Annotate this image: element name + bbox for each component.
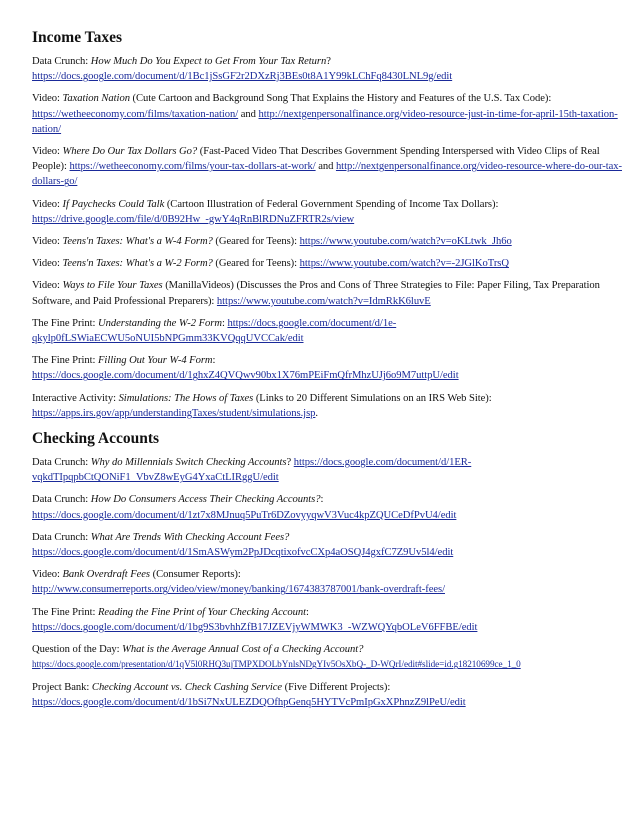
entry-title: How Do Consumers Access Their Checking Accounts? — [90, 494, 321, 506]
entry-w2-video — [32, 256, 624, 271]
entry-title: Teens'n Taxes: What's a W-4 Form? — [62, 236, 213, 248]
entry-prefix: Video: — [32, 569, 63, 581]
link-separator: and — [315, 161, 336, 173]
entry-prefix: Data Crunch: — [32, 494, 91, 506]
entry-title: Teens'n Taxes: What's a W-2 Form? — [62, 258, 213, 270]
entry-title: How Much Do You Expect to Get From Your Tax Return — [90, 56, 327, 67]
entry-prefix: Project Bank: — [32, 681, 92, 693]
entry-title: Filling Out Your W-4 Form — [98, 355, 213, 367]
entry-prefix: Video: — [32, 258, 63, 270]
entry-prefix: The Fine Print: — [32, 355, 98, 367]
entry-suffix: (Cute Cartoon and Background Song That Explains the History and Features of the U.S. Tax Code): — [129, 93, 552, 105]
entry-millennials-switch — [32, 455, 624, 485]
entry-link[interactable]: https://docs.google.com/document/d/1ER-vqkdTIpqpbCtQONiF1_VbvZ8wEyG4YxaCtLIRggU/edit — [32, 457, 472, 484]
entry-link[interactable]: https://docs.google.com/document/d/1bSi7NxULEZDQOfhpGenq5HYTVcPmIpGxXPhnzZ9lPeU/edit — [32, 696, 466, 708]
entry-tax-return-data-crunch — [32, 54, 624, 84]
entry-link[interactable]: https://docs.google.com/presentation/d/1qV5l0RHQ3ujTMPXDOLbYnlsNDgYIv5OsXbQ-_D-WQrI/edit#slide=id.g18210699ce_1_0 — [32, 659, 521, 670]
entry-w4-fine-print — [32, 353, 624, 383]
entry-prefix: Video: — [32, 236, 63, 248]
document-page — [32, 28, 624, 717]
entry-checking-fine-print — [32, 605, 624, 635]
entry-link[interactable]: https://drive.google.com/file/d/0B92Hw_-gwY4qRnBlRDNuZFRTR2s/view — [32, 213, 355, 225]
entry-link[interactable]: https://wetheeconomy.com/films/taxation-nation/ — [32, 108, 239, 120]
entry-prefix: The Fine Print: — [32, 317, 98, 329]
entry-suffix: ? — [326, 56, 331, 67]
entry-prefix: Question of the Day: — [32, 644, 123, 656]
entry-suffix: : — [212, 355, 216, 367]
entry-link[interactable]: https://www.youtube.com/watch?v=oKLtwk_Jh6o — [299, 236, 512, 248]
entry-suffix: (Fast-Paced Video That Describes Government Spending Interspersed with Video Clips of Real People): — [32, 146, 600, 173]
entry-consumers-access — [32, 492, 624, 522]
entry-suffix: : — [221, 317, 228, 329]
entry-link[interactable]: https://www.youtube.com/watch?v=IdmRkK6luvE — [216, 295, 431, 307]
entry-title: What Are Trends With Checking Account Fees? — [90, 531, 290, 543]
entry-tax-dollars-video — [32, 144, 624, 190]
entry-title: Checking Account vs. Check Cashing Service — [91, 681, 283, 693]
entry-prefix: Data Crunch: — [32, 56, 91, 67]
entry-link[interactable]: http://nextgenpersonalfinance.org/video-resource-just-in-time-for-april-15th-taxation-nation/ — [32, 108, 618, 135]
entry-suffix: (Five Different Projects): — [282, 681, 391, 693]
entry-link[interactable]: https://docs.google.com/document/d/1SmASWym2PpJDcqtixofvcCXp4aOSQJ4gxfC7Z9Uv5l4/edit — [32, 547, 454, 559]
entry-suffix: : — [320, 494, 324, 506]
entry-question-of-the-day — [32, 642, 624, 672]
entry-prefix: Video: — [32, 146, 63, 158]
entry-suffix: (Geared for Teens): — [212, 258, 300, 270]
entry-suffix: (ManillaVideos) (Discusses the Pros and Cons of Three Strategies to File: Paper Filing, Tax Preparation Software, and Paid Professional Preparers): — [32, 280, 600, 307]
entry-title: If Paychecks Could Talk — [62, 198, 165, 210]
entry-suffix: : — [306, 606, 309, 618]
entry-prefix: The Fine Print: — [32, 606, 98, 618]
link-trailing-punctuation: . — [315, 407, 318, 419]
entry-link[interactable]: https://docs.google.com/document/d/1Bc1jSsGF2r2DXzRj3BEs0t8A1Y99kLChFq8430LNL9g/edit — [32, 71, 453, 83]
entry-link[interactable]: https://www.youtube.com/watch?v=-2JGlKoTrsQ — [299, 258, 509, 270]
entry-link[interactable]: https://docs.google.com/document/d/1e-qkylp0fLSWiaECWU5oNUI5bNPGmm33KVQqqUVCCak/edit — [32, 317, 397, 345]
entry-fee-trends — [32, 530, 624, 560]
entry-suffix: (Geared for Teens): — [212, 236, 300, 248]
entry-prefix: Interactive Activity: — [32, 392, 119, 404]
entry-suffix: (Links to 20 Different Simulations on an IRS Web Site): — [253, 392, 492, 404]
entry-irs-simulations — [32, 391, 624, 421]
entry-link[interactable]: https://docs.google.com/document/d/1bg9S3bvhhZfB17JZEVjyWMWK3_-WZWQYqbOLeV6FFBE/edit — [32, 621, 478, 633]
entry-link[interactable]: https://docs.google.com/document/d/1ghxZ4QVQwv90bx1X76mPEiFmQfrMhzUJj6o9M7uttpU/edit — [32, 370, 459, 382]
entry-project-bank — [32, 680, 624, 710]
entry-title: Bank Overdraft Fees — [62, 569, 150, 581]
entry-title: Why do Millennials Switch Checking Accounts — [90, 457, 287, 469]
entry-overdraft-video — [32, 567, 624, 597]
entry-prefix: Video: — [32, 93, 63, 105]
section-heading-income-taxes: Income Taxes — [32, 29, 122, 46]
entry-title: Reading the Fine Print of Your Checking Account — [98, 606, 307, 618]
entry-link[interactable]: https://apps.irs.gov/app/understandingTaxes/student/simulations.jsp — [32, 407, 316, 419]
entry-link[interactable]: http://www.consumerreports.org/video/view/money/banking/1674383787001/bank-overdraft-fees/ — [32, 584, 445, 596]
entry-title: Understanding the W-2 Form — [98, 317, 222, 329]
entry-prefix: Video: — [32, 198, 63, 210]
entry-suffix: (Consumer Reports): — [150, 569, 241, 581]
entry-suffix: (Cartoon Illustration of Federal Government Spending of Income Tax Dollars): — [164, 198, 499, 210]
entry-link[interactable]: https://docs.google.com/document/d/1zt7x8MJnuq5PuTr6DZovyyqwV3Vuc4kpZQUCeDfPvU4/edit — [32, 509, 457, 521]
entry-link[interactable]: http://nextgenpersonalfinance.org/video-resource-where-do-our-tax-dollars-go/ — [32, 161, 622, 188]
entry-title: Simulations: The Hows of Taxes — [118, 392, 254, 404]
entry-paychecks-video — [32, 197, 624, 227]
entry-prefix: Data Crunch: — [32, 457, 91, 469]
entry-prefix: Video: — [32, 280, 63, 292]
entry-title: Where Do Our Tax Dollars Go? — [62, 146, 198, 158]
entry-suffix: ? — [286, 457, 294, 469]
link-separator: and — [238, 108, 259, 120]
entry-w4-video — [32, 234, 624, 249]
entry-title: Taxation Nation — [62, 93, 130, 105]
entry-file-taxes-video — [32, 278, 624, 308]
entry-w2-fine-print — [32, 316, 624, 346]
entry-title: Ways to File Your Taxes — [62, 280, 163, 292]
entry-link[interactable]: https://wetheeconomy.com/films/your-tax-dollars-at-work/ — [69, 161, 316, 173]
entry-title: What is the Average Annual Cost of a Checking Account? — [122, 644, 364, 656]
entry-prefix: Data Crunch: — [32, 531, 91, 543]
section-heading-checking-accounts: Checking Accounts — [32, 430, 160, 448]
entry-taxation-nation-video — [32, 91, 624, 137]
